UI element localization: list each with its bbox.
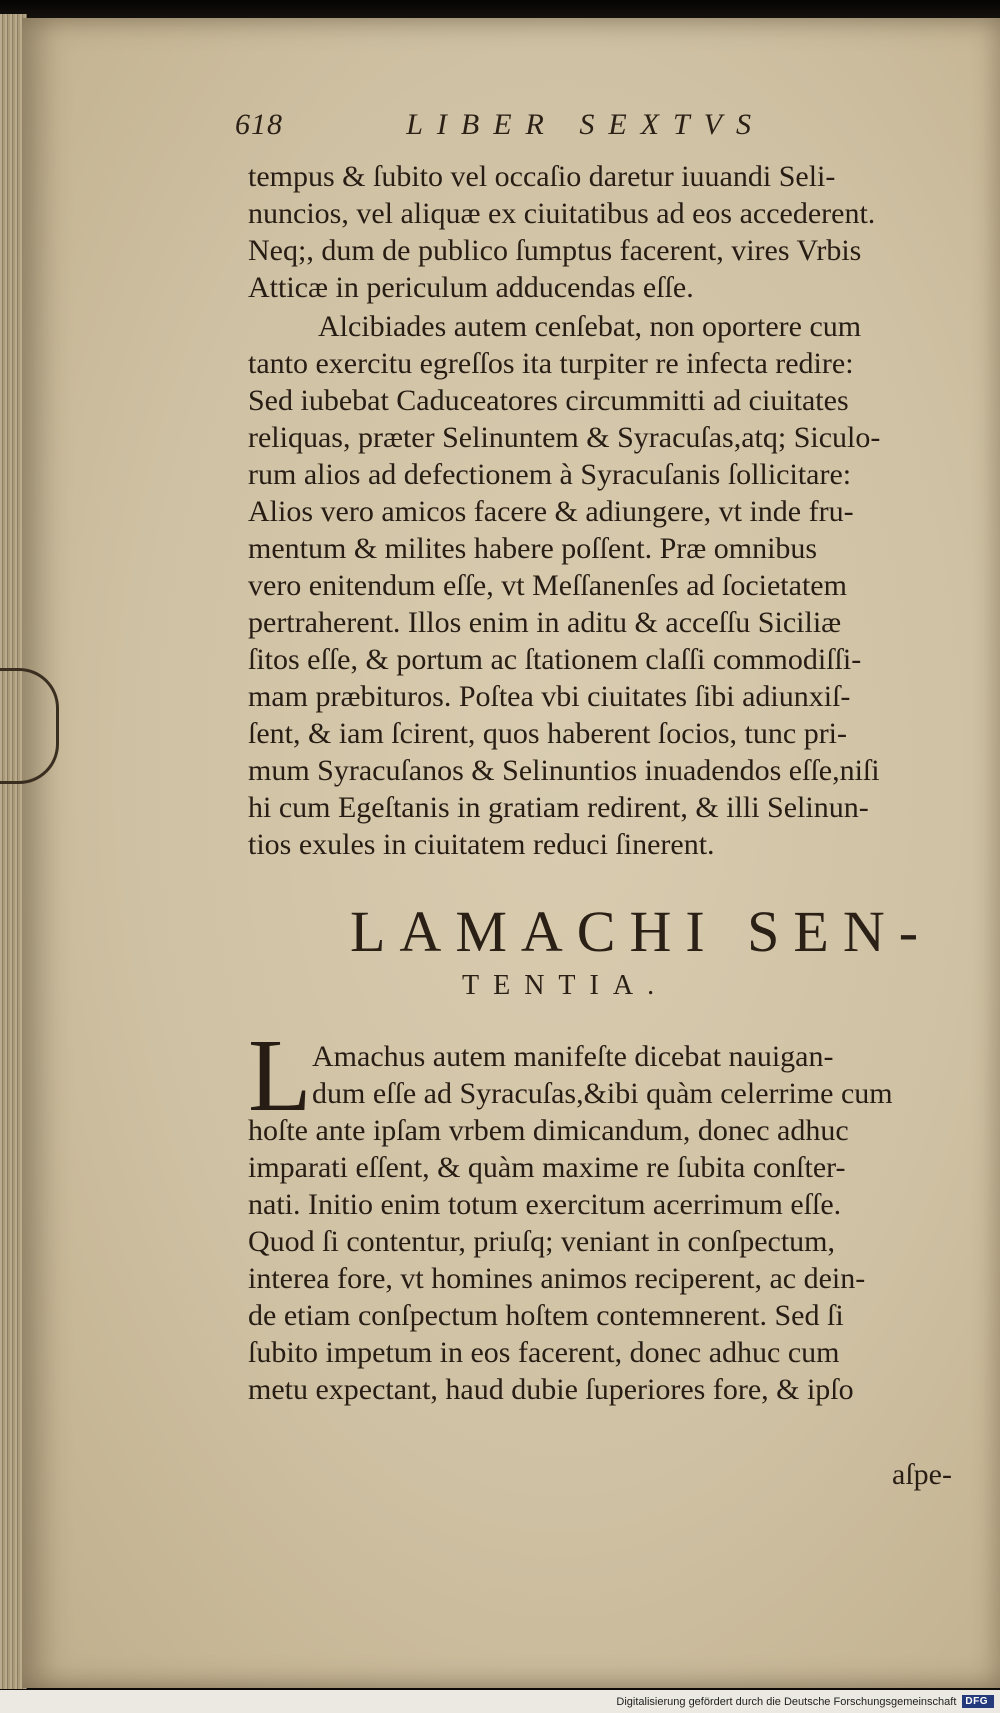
text-line: Sed iubebat Caduceatores circummitti ad ciuitates — [248, 384, 849, 417]
text-line: tempus & ſubito vel occaſio daretur iuuandi Seli- — [248, 160, 836, 193]
footer-credit: Digitalisierung gefördert durch die Deutsche Forschungsgemeinschaft — [616, 1695, 957, 1708]
text-line: ſent, & iam ſcirent, quos haberent ſocios, tunc pri- — [248, 717, 848, 750]
text-line: hoſte ante ipſam vrbem dimicandum, donec adhuc — [248, 1114, 849, 1147]
running-head — [235, 108, 765, 142]
text-line: rum alios ad defectionem à Syracuſanis ſollicitare: — [248, 458, 852, 491]
text-line: ſubito impetum in eos facerent, donec adhuc cum — [248, 1336, 840, 1369]
section-heading: LAMACHI SEN- — [350, 899, 933, 964]
text-line: pertraherent. Illos enim in aditu & acceſſu Siciliæ — [248, 606, 842, 639]
paragraph-1 — [248, 158, 948, 306]
text-line: nati. Initio enim totum exercitum acerrimum eſſe. — [248, 1188, 842, 1221]
text-line: imparati eſſent, & quàm maxime re ſubita conſter- — [248, 1151, 846, 1184]
text-line: Alcibiades autem cenſebat, non oportere cum — [318, 310, 862, 343]
text-line: ſitos eſſe, & portum ac ſtationem claſſi commodiſſi- — [248, 643, 862, 676]
text-line: reliquas, præter Selinuntem & Syracuſas,atq; Siculo- — [248, 421, 881, 454]
page-number: 618 — [235, 108, 283, 141]
dfg-logo[interactable]: DFG — [962, 1695, 994, 1708]
text-line: mentum & milites habere poſſent. Præ omnibus — [248, 532, 818, 565]
paragraph-3 — [248, 1038, 948, 1408]
paragraph-2 — [248, 308, 948, 863]
bookmark-ribbon-loop — [0, 668, 59, 784]
text-line: Neq;, dum de publico ſumptus facerent, vires Vrbis — [248, 234, 862, 267]
catchword: aſpe- — [892, 1458, 952, 1491]
text-line: Amachus autem manifeſte dicebat nauigan- — [312, 1040, 834, 1073]
text-line: mam præbituros. Poſtea vbi ciuitates ſibi adiunxiſ- — [248, 680, 851, 713]
text-line: Atticæ in periculum adducendas eſſe. — [248, 271, 694, 304]
text-line: tanto exercitu egreſſos ita turpiter re infecta redire: — [248, 347, 854, 380]
text-line: de etiam conſpectum hoſtem contemnerent. Sed ſi — [248, 1299, 844, 1332]
text-line: metu expectant, haud dubie ſuperiores fore, & ipſo — [248, 1373, 854, 1406]
drop-capital: L — [248, 1018, 312, 1133]
text-line: Alios vero amicos facere & adiungere, vt inde fru- — [248, 495, 854, 528]
text-line: hi cum Egeſtanis in gratiam redirent, & illi Selinun- — [248, 791, 869, 824]
digitization-footer — [0, 1690, 1000, 1713]
text-line: tios exules in ciuitatem reduci ſinerent. — [248, 828, 715, 861]
text-line: dum eſſe ad Syracuſas,&ibi quàm celerrime cum — [312, 1077, 893, 1110]
text-line: nuncios, vel aliquæ ex ciuitatibus ad eos accederent. — [248, 197, 876, 230]
text-line: Quod ſi contentur, priuſq; veniant in conſpectum, — [248, 1225, 836, 1258]
running-title: LIBER SEXTVS — [406, 108, 765, 141]
text-line: interea fore, vt homines animos reciperent, ac dein- — [248, 1262, 866, 1295]
text-line: vero enitendum eſſe, vt Meſſanenſes ad ſocietatem — [248, 569, 847, 602]
section-subheading: TENTIA. — [462, 970, 669, 1001]
text-line: mum Syracuſanos & Selinuntios inuadendos eſſe,niſi — [248, 754, 880, 787]
